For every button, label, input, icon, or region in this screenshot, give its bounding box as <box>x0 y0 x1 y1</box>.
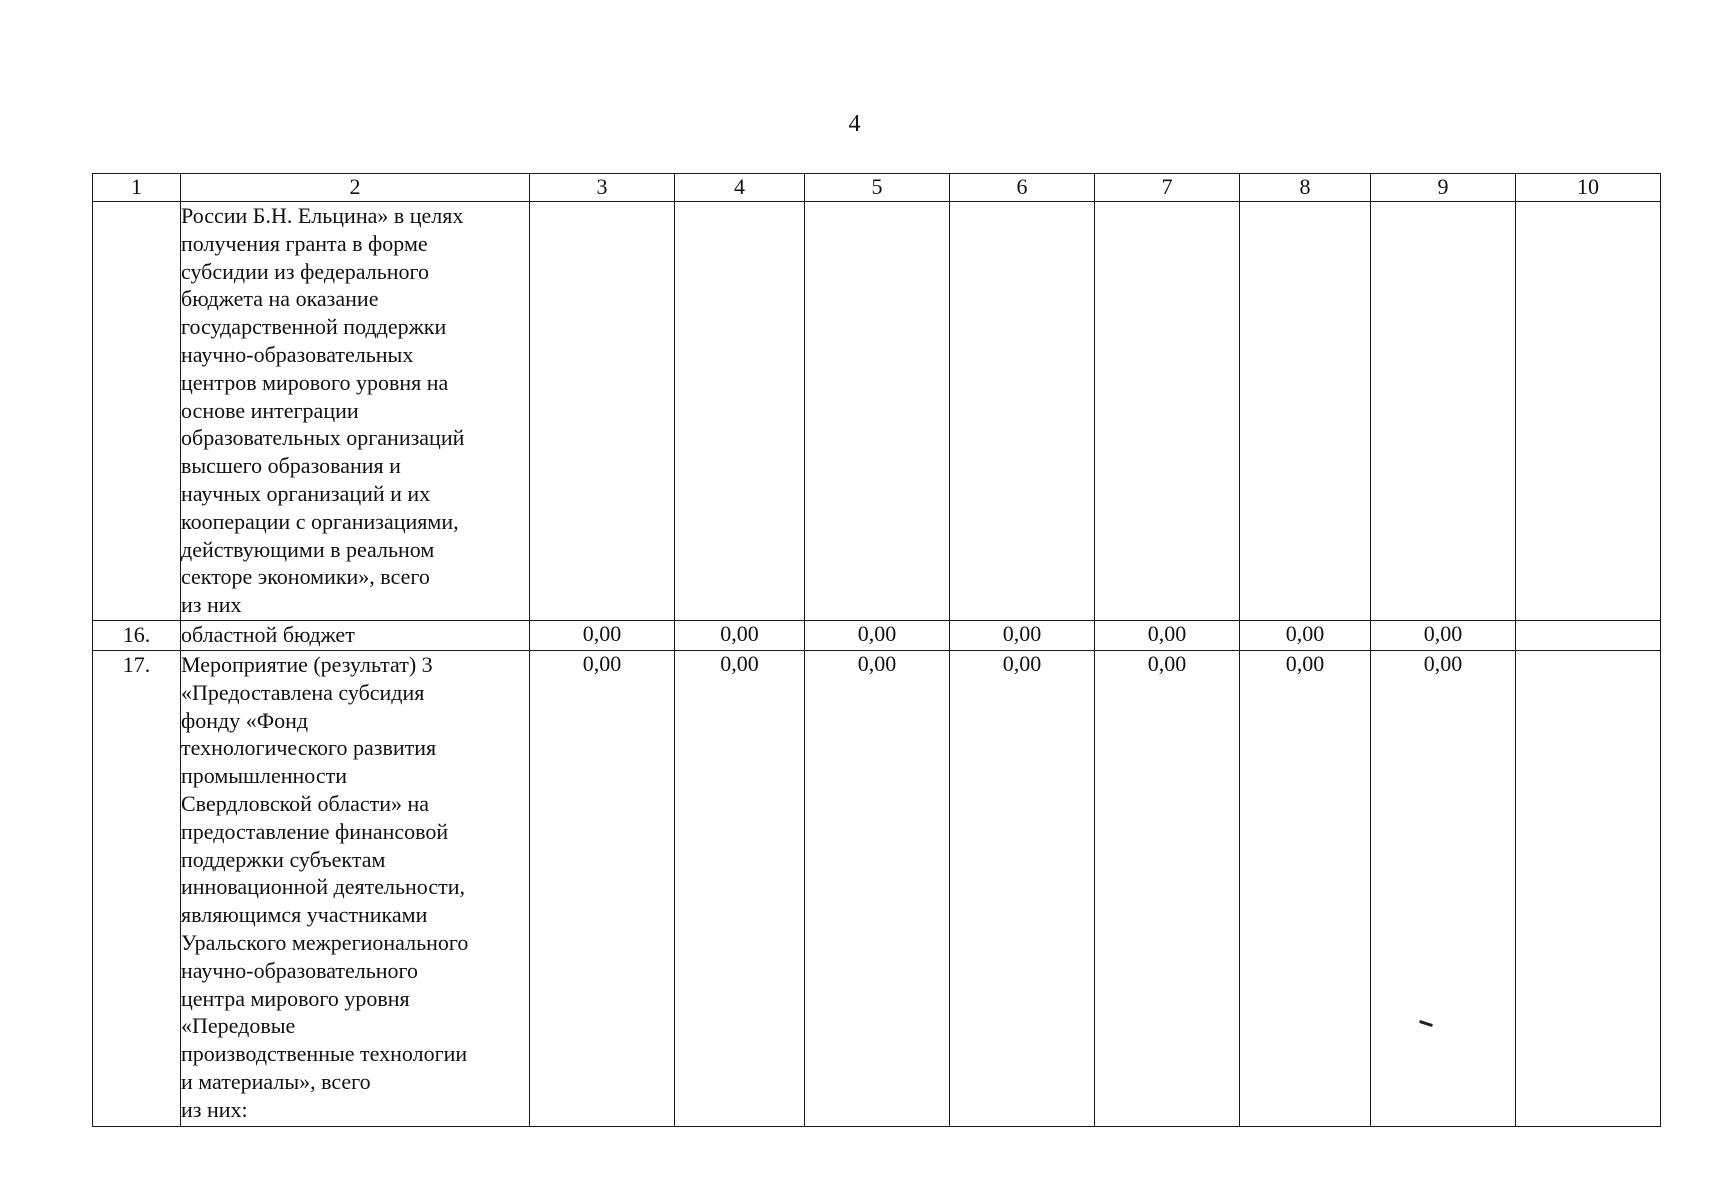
column-header: 10 <box>1516 174 1661 202</box>
value-cell <box>805 202 950 621</box>
value-cell: 0,00 <box>805 621 950 651</box>
row-number: 17. <box>93 651 181 1127</box>
column-header: 2 <box>181 174 530 202</box>
value-cell: 0,00 <box>1095 651 1240 1127</box>
value-cell: 0,00 <box>1240 651 1371 1127</box>
value-cell <box>1371 202 1516 621</box>
table-header-row <box>93 174 1661 202</box>
value-cell <box>1516 651 1661 1127</box>
value-cell: 0,00 <box>1371 621 1516 651</box>
table-row <box>93 651 1661 1127</box>
value-cell: 0,00 <box>675 651 805 1127</box>
budget-table <box>92 173 1661 1127</box>
row-description: Мероприятие (результат) 3 «Предоставлена субсидия фонду «Фонд технологического развития промышленности Свердловской области» на предоставление финансовой поддержки субъектам инновационной деятельности, являющимся участниками Уральского межрегионального научно-образовательного центра мирового уровня «Передовые производственные технологии и материалы», всего из них: <box>181 651 530 1127</box>
column-header: 1 <box>93 174 181 202</box>
value-cell: 0,00 <box>530 621 675 651</box>
row-description: России Б.Н. Ельцина» в целях получения гранта в форме субсидии из федерального бюджета на оказание государственной поддержки научно-образовательных центров мирового уровня на основе интеграции образовательных организаций высшего образования и научных организаций и их кооперации с организациями, действующими в реальном секторе экономики», всего из них <box>181 202 530 621</box>
column-header: 5 <box>805 174 950 202</box>
value-cell <box>1516 621 1661 651</box>
page-number: 4 <box>848 111 861 137</box>
value-cell <box>1516 202 1661 621</box>
value-cell: 0,00 <box>1371 651 1516 1127</box>
column-header: 9 <box>1371 174 1516 202</box>
value-cell: 0,00 <box>675 621 805 651</box>
value-cell <box>1095 202 1240 621</box>
value-cell: 0,00 <box>950 621 1095 651</box>
value-cell: 0,00 <box>530 651 675 1127</box>
column-header: 8 <box>1240 174 1371 202</box>
column-header: 4 <box>675 174 805 202</box>
value-cell <box>530 202 675 621</box>
value-cell <box>950 202 1095 621</box>
column-header: 3 <box>530 174 675 202</box>
row-number <box>93 202 181 621</box>
value-cell <box>675 202 805 621</box>
value-cell: 0,00 <box>950 651 1095 1127</box>
value-cell: 0,00 <box>805 651 950 1127</box>
column-header: 7 <box>1095 174 1240 202</box>
value-cell: 0,00 <box>1095 621 1240 651</box>
column-header: 6 <box>950 174 1095 202</box>
table-row <box>93 621 1661 651</box>
table-row <box>93 202 1661 621</box>
row-number: 16. <box>93 621 181 651</box>
row-description: областной бюджет <box>181 621 530 651</box>
value-cell <box>1240 202 1371 621</box>
value-cell: 0,00 <box>1240 621 1371 651</box>
